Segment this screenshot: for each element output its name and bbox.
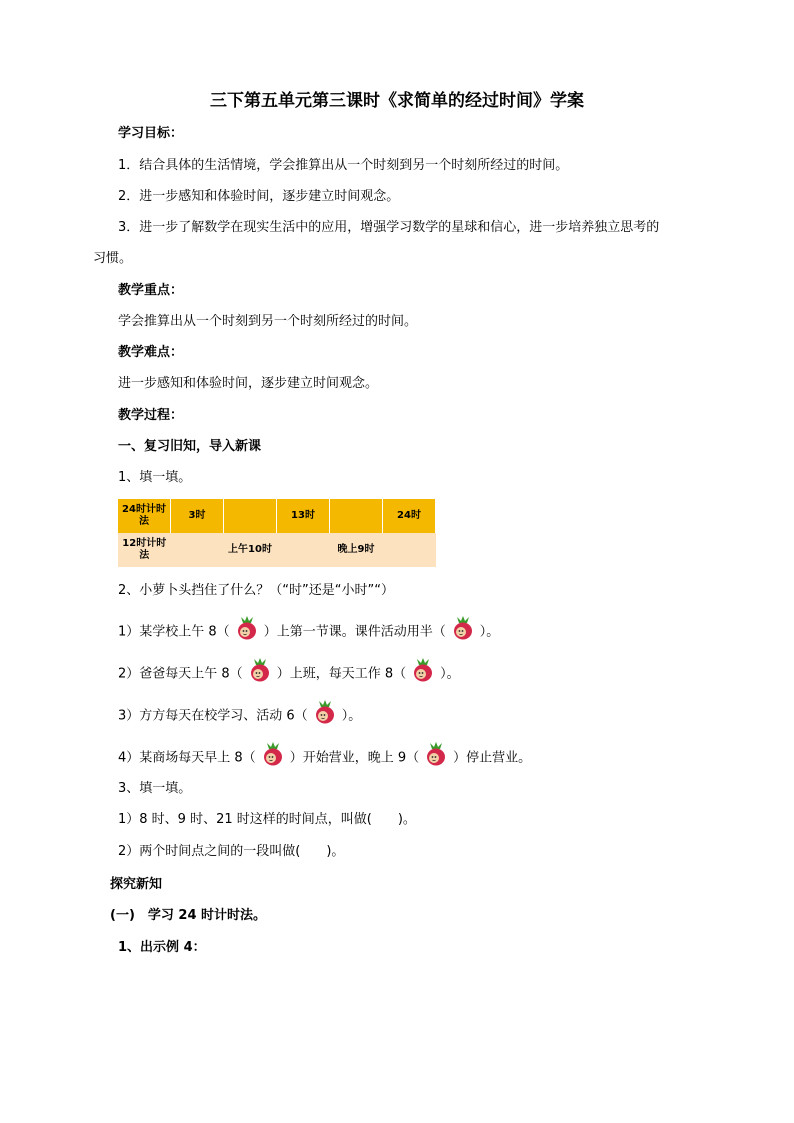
q2-text: ）上班，每天工作 8（ [276,666,407,682]
table-cell [277,533,330,567]
q2-text: ）上第一节课。课件活动用半（ [263,624,446,640]
radish-icon [423,742,449,768]
key-point-text: 学会推算出从一个时刻到另一个时刻所经过的时间。 [118,314,418,329]
table-cell: 上午10时 [224,533,277,567]
radish-icon [312,700,338,726]
time-format-table [118,499,436,567]
table-cell: 24时 [383,499,436,533]
explore-item: 1、出示例 4： [118,940,206,955]
objective-item: 1．结合具体的生活情境，学会推算出从一个时刻到另一个时刻所经过的时间。 [118,158,569,173]
objective-item: 习惯。 [93,251,133,266]
table-cell [383,533,436,567]
table-cell: 3时 [171,499,224,533]
difficulty-heading: 教学难点： [118,345,184,360]
table-cell: 24时计时法 [118,499,171,533]
radish-icon [410,658,436,684]
q2-text: 2）爸爸每天上午 8（ [118,666,243,682]
question-3: 3、填一填。 [118,781,192,796]
objective-item: 2．进一步感知和体验时间，逐步建立时间观念。 [118,189,400,204]
q2-text: ）。 [341,708,362,724]
table-cell: 12时计时法 [118,533,171,567]
table-cell [171,533,224,567]
explore-heading: 探究新知 [110,877,163,892]
table-cell: 13时 [277,499,330,533]
radish-icon [260,742,286,768]
explore-subheading: (一) 学习 24 时计时法。 [110,908,267,923]
q2-text: ）开始营业，晚上 9（ [289,750,420,766]
objectives-heading: 学习目标： [118,126,184,141]
q2-text: 1）某学校上午 8（ [118,624,230,640]
radish-icon [234,616,260,642]
q2-text: ）。 [479,624,500,640]
table-cell [224,499,277,533]
q2-item [118,706,361,726]
q2-text: ）停止营业。 [453,750,532,766]
question-1: 1、填一填。 [118,470,192,485]
radish-icon [450,616,476,642]
objective-item: 3．进一步了解数学在现实生活中的应用，增强学习数学的星球和信心，进一步培养独立思考的 [118,220,660,235]
table-cell [330,499,383,533]
q3-item: 1）8 时、9 时、21 时这样的时间点，叫做( )。 [118,812,416,827]
q2-text: 3）方方每天在校学习、活动 6（ [118,708,308,724]
q2-item [118,664,460,684]
process-heading: 教学过程： [118,408,184,423]
question-2: 2、小萝卜头挡住了什么？（“时”还是“小时”“） [118,583,394,598]
q2-item [118,622,499,642]
q2-item [118,748,531,768]
q3-item: 2）两个时间点之间的一段叫做( )。 [118,844,345,859]
table-row [118,533,436,567]
table-row [118,499,436,533]
page-title: 三下第五单元第三课时《求简单的经过时间》学案 [210,91,584,111]
q2-text: ）。 [440,666,460,682]
key-point-heading: 教学重点： [118,283,184,298]
section1-heading: 一、复习旧知，导入新课 [118,439,262,454]
difficulty-text: 进一步感知和体验时间，逐步建立时间观念。 [118,376,379,391]
q2-text: 4）某商场每天早上 8（ [118,750,256,766]
table-cell: 晚上9时 [330,533,383,567]
radish-icon [247,658,273,684]
